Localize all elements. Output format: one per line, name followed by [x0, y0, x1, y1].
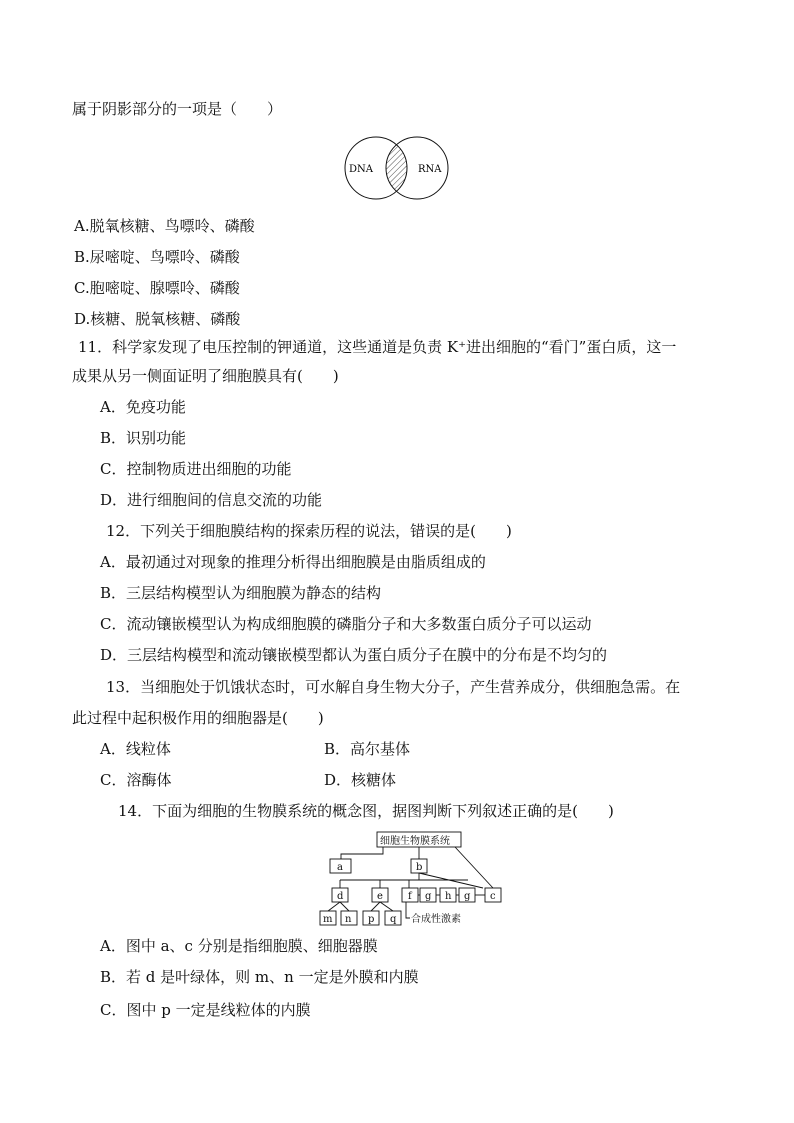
q14-option-a: A．图中 a、c 分别是指细胞膜、细胞器膜 — [100, 937, 378, 955]
q11-option-c: C．控制物质进出细胞的功能 — [100, 460, 292, 478]
question-14-stem: 14．下面为细胞的生物膜系统的概念图，据图判断下列叙述正确的是( ) — [118, 802, 614, 820]
membrane-concept-diagram — [318, 830, 518, 930]
q12-option-b: B．三层结构模型认为细胞膜为静态的结构 — [100, 584, 382, 602]
q14-option-b: B．若 d 是叶绿体，则 m、n 一定是外膜和内膜 — [100, 968, 419, 986]
node-c-label: c — [490, 891, 496, 902]
q10-option-d: D.核糖、脱氧核糖、磷酸 — [74, 310, 241, 328]
question-11-stem-line1: 11．科学家发现了电压控制的钾通道，这些通道是负责 K⁺进出细胞的“看门”蛋白质，这一 — [78, 338, 677, 356]
q13-option-b: B．高尔基体 — [324, 740, 411, 758]
node-h-label: h — [445, 891, 452, 902]
q10-option-b: B.尿嘧啶、鸟嘌呤、磷酸 — [74, 248, 240, 266]
question-11-stem-line2: 成果从另一侧面证明了细胞膜具有( ) — [72, 367, 339, 385]
venn-diagram — [342, 134, 452, 204]
question-13-stem-line2: 此过程中起积极作用的细胞器是( ) — [72, 709, 324, 727]
q13-option-a: A．线粒体 — [100, 740, 171, 758]
q12-option-c: C．流动镶嵌模型认为构成细胞膜的磷脂分子和大多数蛋白质分子可以运动 — [100, 615, 592, 633]
node-d-label: d — [337, 891, 344, 902]
q13-option-c: C．溶酶体 — [100, 771, 172, 789]
node-root-label: 细胞生物膜系统 — [380, 836, 450, 847]
venn-label-dna: DNA — [349, 164, 373, 175]
q12-option-d: D．三层结构模型和流动镶嵌模型都认为蛋白质分子在膜中的分布是不均匀的 — [100, 646, 608, 664]
question-10-stem: 属于阴影部分的一项是（ ） — [72, 100, 283, 118]
node-a-label: a — [337, 862, 343, 873]
node-e-label: e — [377, 891, 383, 902]
node-g1-label: g — [425, 891, 432, 902]
node-g2-label: g — [464, 891, 471, 902]
q11-option-a: A．免疫功能 — [100, 398, 186, 416]
node-m-label: m — [323, 914, 333, 925]
q14-option-c: C．图中 p 一定是线粒体的内膜 — [100, 1001, 311, 1019]
note-synthesize-sex-hormone: 合成性激素 — [411, 914, 461, 925]
q12-option-a: A．最初通过对现象的推理分析得出细胞膜是由脂质组成的 — [100, 553, 486, 571]
node-p-label: p — [368, 914, 375, 925]
q10-option-c: C.胞嘧啶、腺嘌呤、磷酸 — [74, 279, 240, 297]
node-n-label: n — [345, 914, 352, 925]
q11-option-b: B．识别功能 — [100, 429, 187, 447]
q13-option-d: D．核糖体 — [324, 771, 397, 789]
q10-option-a: A.脱氧核糖、鸟嘌呤、磷酸 — [74, 217, 255, 235]
question-13-stem-line1: 13．当细胞处于饥饿状态时，可水解自身生物大分子，产生营养成分，供细胞急需。在 — [106, 678, 681, 696]
node-q-label: q — [390, 914, 397, 925]
q11-option-d: D．进行细胞间的信息交流的功能 — [100, 491, 323, 509]
node-f-label: f — [408, 891, 412, 902]
venn-label-rna: RNA — [418, 164, 442, 175]
question-12-stem: 12．下列关于细胞膜结构的探索历程的说法，错误的是( ) — [106, 522, 512, 540]
node-b-label: b — [416, 862, 423, 873]
